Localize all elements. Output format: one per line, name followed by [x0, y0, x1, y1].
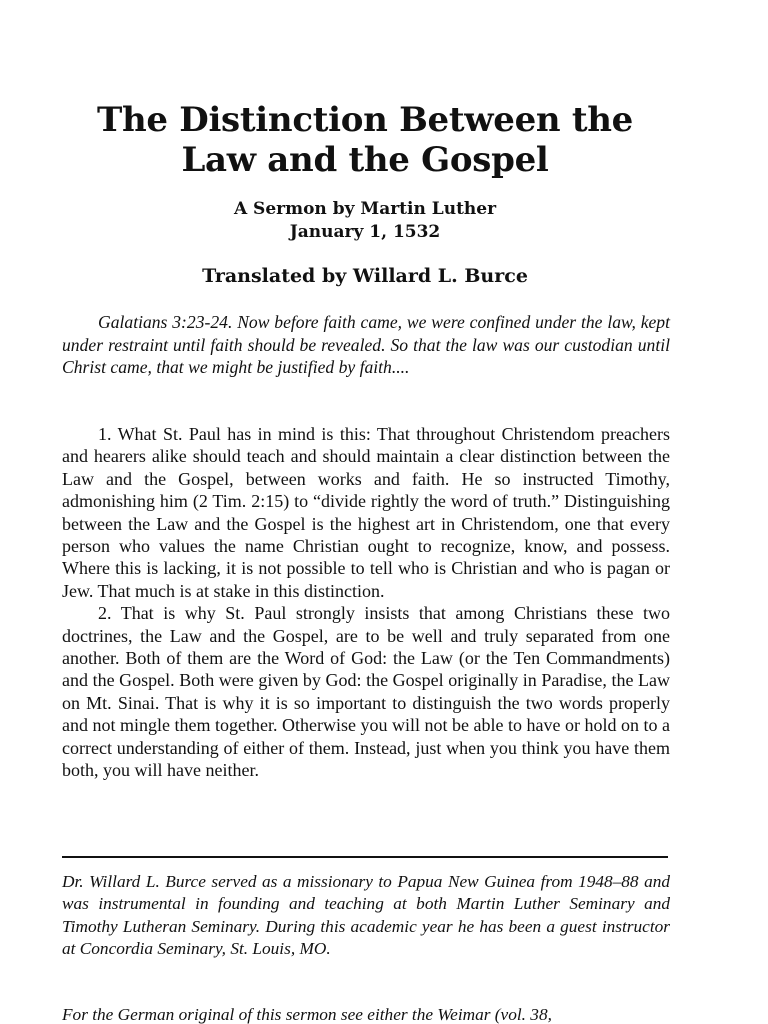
scripture-epigraph: Galatians 3:23-24. Now before faith came, we were confined under the law, kept under restraint until faith should be revealed. So that the law was our custodian until Christ came, that we might be justified by faith....: [62, 312, 670, 377]
page-title: [0, 100, 730, 180]
paragraph-1: 1. What St. Paul has in mind is this: That throughout Christendom preachers and hearers alike should teach and should maintain a clear distinction between the Law and the Gospel, between works and faith. He so instructed Timothy, admonishing him (2 Tim. 2:15) to “divide rightly the word of truth.” Distinguishing between the Law and the Gospel is the highest art in Christendom, one that every person who values the name Christian ought to recognize, know, and possess. Where this is lacking, it is not possible to tell who is Christian and who is pagan or Jew. That much is at stake in this distinction.: [62, 424, 670, 601]
title-line-1: The Distinction Between the: [96, 100, 634, 140]
source-footnote: For the German original of this sermon see either the Weimar (vol. 38,: [62, 1005, 552, 1024]
footnote-divider: [62, 856, 668, 858]
byline-date: January 1, 1532: [289, 222, 441, 242]
sermon-body: [62, 423, 670, 782]
sermon-byline: [0, 198, 730, 244]
author-footnote: Dr. Willard L. Burce served as a missionary to Papua New Guinea from 1948–88 and was instrumental in founding and teaching at both Martin Luther Seminary and Timothy Lutheran Seminary. During this academic year he has been a guest instructor at Concordia Seminary, St. Louis, MO.: [62, 872, 670, 959]
paragraph-2: 2. That is why St. Paul strongly insists that among Christians these two doctrines, the Law and the Gospel, are to be well and truly separated from one another. Both of them are the Word of God: the Law (or the Ten Commandments) and the Gospel. Both were given by God: the Gospel originally in Paradise, the Law on Mt. Sinai. That is why it is so important to distinguish the two words properly and not mingle them together. Otherwise you will not be able to have or hold on to a correct understanding of either of them. Instead, just when you think you have them both, you will have neither.: [62, 603, 670, 781]
byline-author: A Sermon by Martin Luther: [233, 199, 497, 219]
title-line-2: Law and the Gospel: [181, 140, 549, 180]
translator-line: Translated by Willard L. Burce: [202, 265, 528, 287]
